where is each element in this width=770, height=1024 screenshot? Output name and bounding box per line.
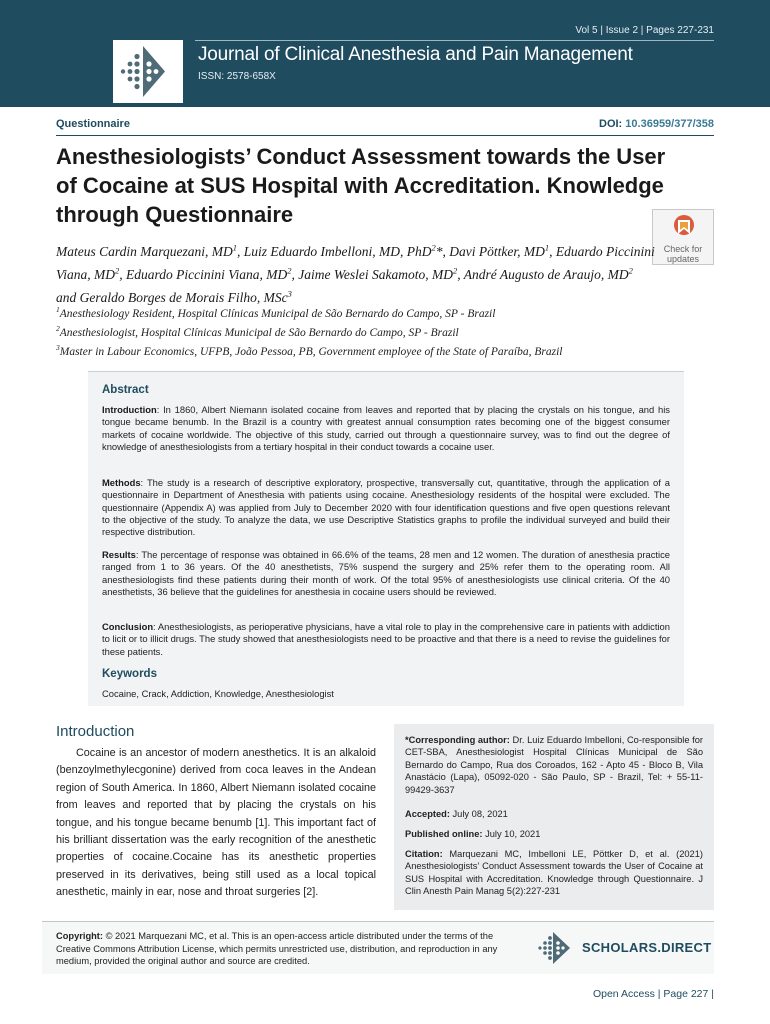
keywords-list: Cocaine, Crack, Addiction, Knowledge, Anesthesiologist (102, 688, 334, 699)
page-number: Open Access | Page 227 | (592, 988, 714, 1000)
abstract-methods: Methods: The study is a research of descriptive exploratory, prospective, transversally cut, quantitative, through the application of a questionnaire in Department of Anesthesia with patients using cocaine. Anesthesiology residents of the hospital were excluded. The questionnaire (Appendix A) was applied from July to December 2020 with four identification questions and five open questions relevant to the objective of the study. To analyze the data, we use Descriptive Statistics graphs to profile the individual surveyed and build their respective distribution. (102, 477, 670, 538)
author: Eduardo Piccinini Viana, $MD^2$, (56, 243, 655, 282)
abstract-introduction: Introduction: In 1860, Albert Niemann isolated cocaine from leaves and reported that by placing the crystals on his tongue, and his tongue became benumb. In the Brazil is a country with greatest annual consumption rates becoming one of the biggest consumer markets of cocaine worldwide. The objective of this study, carried out through a questionnaire survey, was to find out the degree of knowledge of anesthesiologists from a tertiary hospital in their conduct towards a cocaine user. (102, 404, 670, 452)
introduction-heading: Introduction (56, 723, 135, 740)
copyright-box (42, 922, 714, 974)
article-type: Questionnaire (56, 118, 130, 130)
abstract-heading: Abstract (102, 384, 149, 396)
copyright-text: Copyright: © 2021 Marquezani MC, et al. This is an open-access article distributed under the terms of the Creative Commons Attribution License, which permits unrestricted use, distribution, and reproduction in any medium, provided the original author and source are credited. (56, 931, 498, 967)
abstract-results: Results: The percentage of response was obtained in 66.6% of the teams, 28 men and 12 women. The duration of anesthesia practice ranged from 1 to 36 years. Of the 40 anesthetists, 75% suspend the surgery and 25% refer them to the operating room. All anesthesiologists find these patients during their month of work. Of the total 95% of anesthesiologists use clinical criteria. Of the 40 anesthetists, 36 believe that the guidelines for anesthesia in cocaine users should be reviewed. (102, 549, 670, 597)
journal-logo (113, 40, 183, 103)
corresponding-author: *Corresponding author: Dr. Luiz Eduardo Imbelloni, Co-responsible for CET-SBA, Anesthesiologist Hospital Clínicas Municipal de São Bernardo do Campo, Rua dos Coroados, 162 - Apto 45 - Bloco B, Vila Anastácio (Lapa), 05092-020 - São Paulo, SP - Brazil, Tel: + 55-11-99429-3637 (405, 735, 703, 795)
author: Geraldo Borges de Morais Filho, MSc$^3$ (79, 288, 292, 305)
keywords-heading: Keywords (102, 668, 157, 680)
published-date: Published online: July 10, 2021 (405, 829, 541, 839)
journal-header (0, 0, 770, 107)
volume-issue-pages: Vol 5 | Issue 2 | Pages 227-231 (575, 25, 714, 36)
issn: ISSN: 2578-658X (198, 71, 276, 82)
affiliation: $^2$Anesthesiologist, Hospital Clínicas Municipal de São Bernardo do Campo, SP - Brazil (56, 324, 459, 339)
author: Luiz Eduardo Imbelloni, MD, PhD$^2$*, (243, 242, 450, 259)
affiliation: $^3$Master in Labour Economics, UFPB, João Pessoa, PB, Government employee of the State of Paraíba, Brazil (56, 343, 563, 358)
introduction-text: Cocaine is an ancestor of modern anesthetics. It is an alkaloid (benzoylmethylecgonine) derived from coca leaves in the Andean region of South America. In 1860, Albert Niemann isolated cocaine from leaves and reported that by placing the crystals on his tongue, and his tongue became benumb [1]. This important fact of his brilliant dissertation was the early recognition of the anesthetic properties of cocaine.Cocaine has its anesthetic properties preserved in its derivatives, being still used as a local topical anesthetic, mainly in ear, nose and throat surgeries [2]. (56, 747, 376, 899)
dots-logo-icon (113, 40, 183, 103)
doi-link[interactable]: 10.36959/377/358 (625, 118, 714, 130)
check-for-updates-button[interactable] (652, 209, 714, 265)
author: Eduardo Piccinini Viana, $MD^2$, (126, 265, 299, 282)
article-title: Anesthesiologists’ Conduct Assessment towards the User of Cocaine at SUS Hospital with Accreditation. Knowledge through Questionnaire (56, 144, 666, 227)
check-for-updates-label: Check for updates (663, 244, 703, 264)
citation: Citation: Marquezani MC, Imbelloni LE, Pöttker D, et al. (2021) Anesthesiologists’ Conduct Assessment towards the User of Cocaine at SUS Hospital with Accreditation. Knowledge through Questionnaire. J Clin Anesth Pain Manag 5(2):227-231 (405, 849, 703, 897)
bookmark-check-icon (673, 214, 695, 242)
section-divider (56, 135, 714, 136)
author: André Augusto de Araujo, $MD^2$ and (56, 265, 633, 305)
doi-label: DOI: (599, 118, 623, 130)
publisher-dots-icon (536, 928, 576, 968)
abstract-box (88, 371, 684, 706)
author-list (56, 238, 656, 307)
author: Mateus Cardin Marquezani, $MD^1$, (56, 242, 244, 259)
journal-title: Journal of Clinical Anesthesia and Pain Management (198, 44, 633, 65)
author: Davi Pöttker, $MD^1$, (449, 242, 556, 259)
doi (599, 118, 714, 130)
accepted-date: Accepted: July 08, 2021 (405, 809, 508, 819)
corresponding-info-box (394, 724, 714, 910)
affiliation: $^1$Anesthesiology Resident, Hospital Clínicas Municipal de São Bernardo do Campo, SP - Brazil (56, 305, 496, 320)
author: Jaime Weslei Sakamoto, $MD^2$, (298, 265, 464, 282)
header-divider (195, 40, 714, 41)
publisher-name: SCHOLARS.DIRECT (582, 940, 712, 955)
publisher-logo[interactable] (536, 928, 712, 968)
abstract-conclusion: Conclusion: Anesthesiologists, as perioperative physicians, have a vital role to play in the comprehensive care in patients with addiction to licit or to illicit drugs. The study showed that anesthesiologists need to be proactive and that there is a need to revise the guidelines for these patients. (102, 621, 670, 657)
